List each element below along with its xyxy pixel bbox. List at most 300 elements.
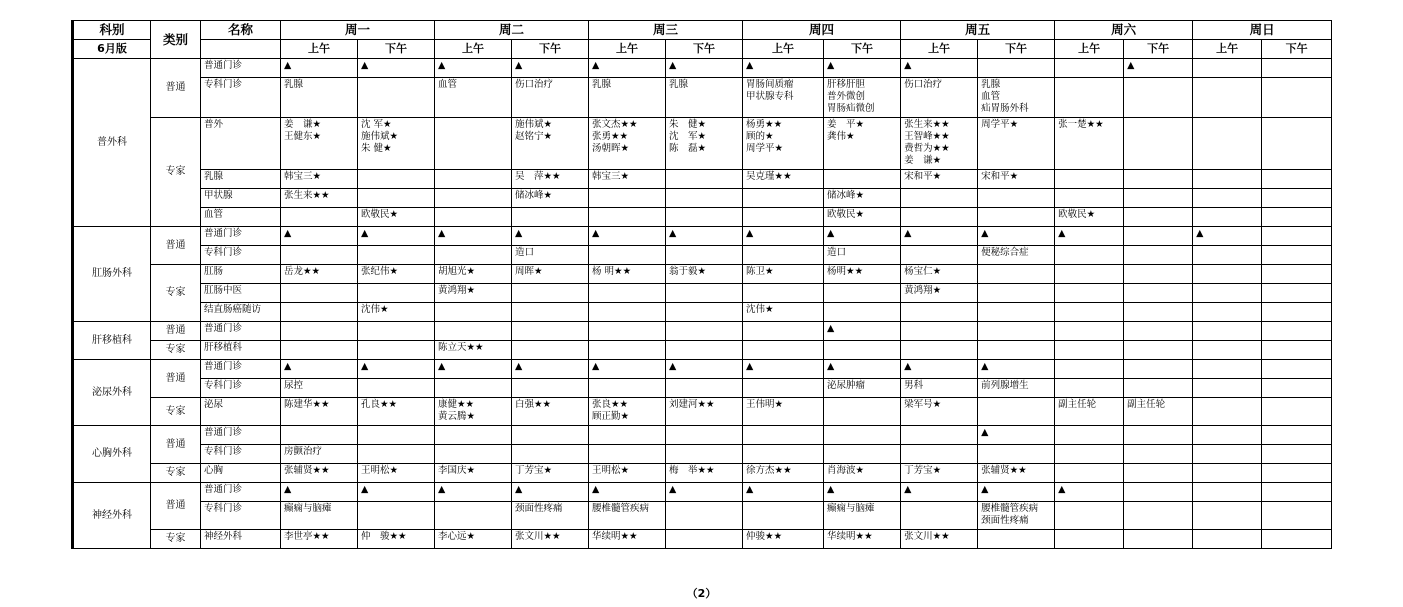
schedule-cell — [978, 322, 1055, 341]
schedule-cell — [281, 303, 358, 322]
schedule-cell — [901, 227, 978, 246]
schedule-cell — [358, 426, 435, 445]
clinic-marker: ▲ — [438, 228, 446, 239]
schedule-cell — [281, 426, 358, 445]
schedule-cell — [435, 265, 512, 284]
schedule-cell — [978, 59, 1055, 78]
schedule-cell — [824, 341, 901, 360]
schedule-cell — [589, 189, 666, 208]
department-name: 肝移植科 — [73, 322, 151, 360]
schedule-cell — [281, 398, 358, 426]
cell-line: 顾正勤★ — [592, 411, 630, 422]
schedule-cell — [512, 303, 589, 322]
cell-line: 张文川★★ — [904, 531, 950, 542]
schedule-cell — [666, 379, 743, 398]
schedule-cell — [901, 341, 978, 360]
schedule-cell — [1055, 379, 1124, 398]
cell-line: 副主任轮 — [1127, 399, 1166, 410]
clinic-marker: ▲ — [904, 60, 912, 71]
cell-line: 腰椎髓管疾病 — [981, 503, 1039, 514]
class-header: 类别 — [151, 21, 201, 59]
schedule-cell — [824, 303, 901, 322]
schedule-cell — [589, 284, 666, 303]
schedule-cell — [978, 445, 1055, 464]
clinic-marker: ▲ — [981, 427, 989, 438]
clinic-marker: ▲ — [515, 228, 523, 239]
schedule-cell — [1055, 78, 1124, 118]
cell-line: 普外微创 — [827, 91, 866, 102]
clinic-name: 肝移植科 — [201, 341, 281, 360]
schedule-cell — [978, 502, 1055, 530]
schedule-cell — [1193, 502, 1262, 530]
schedule-cell — [1262, 426, 1332, 445]
schedule-cell — [358, 118, 435, 170]
schedule-cell — [512, 502, 589, 530]
schedule-cell — [666, 118, 743, 170]
schedule-cell — [1055, 360, 1124, 379]
schedule-row — [73, 227, 1332, 246]
schedule-cell — [281, 464, 358, 483]
header-row — [73, 21, 1332, 40]
schedule-cell — [435, 246, 512, 265]
schedule-cell — [743, 284, 824, 303]
schedule-cell — [743, 464, 824, 483]
schedule-cell — [1193, 265, 1262, 284]
afternoon-header: 下午 — [1124, 40, 1193, 59]
schedule-row — [73, 398, 1332, 426]
schedule-cell — [435, 118, 512, 170]
schedule-cell — [1055, 170, 1124, 189]
cell-line: 沈 军★ — [361, 119, 392, 130]
schedule-cell — [435, 360, 512, 379]
clinic-marker: ▲ — [515, 484, 523, 495]
schedule-cell — [512, 78, 589, 118]
schedule-cell — [743, 303, 824, 322]
cell-line: 张文杰★★ — [592, 119, 638, 130]
schedule-cell — [281, 265, 358, 284]
clinic-marker: ▲ — [981, 361, 989, 372]
schedule-cell — [1124, 284, 1193, 303]
schedule-row — [73, 360, 1332, 379]
schedule-table — [71, 20, 1332, 549]
schedule-cell — [901, 445, 978, 464]
schedule-row — [73, 246, 1332, 265]
schedule-cell — [1124, 189, 1193, 208]
cell-line: 乳腺 — [592, 79, 612, 90]
schedule-cell — [824, 379, 901, 398]
schedule-cell — [1124, 341, 1193, 360]
cell-line: 癫痫与脑瘫 — [284, 503, 332, 514]
schedule-cell — [589, 227, 666, 246]
schedule-cell — [1193, 303, 1262, 322]
schedule-cell — [1262, 360, 1332, 379]
schedule-row — [73, 379, 1332, 398]
schedule-cell — [435, 483, 512, 502]
schedule-cell — [743, 530, 824, 549]
clinic-marker: ▲ — [361, 60, 369, 71]
cell-line: 伤口治疗 — [515, 79, 554, 90]
clinic-name: 普通门诊 — [201, 426, 281, 445]
schedule-cell — [743, 78, 824, 118]
clinic-marker: ▲ — [746, 484, 754, 495]
clinic-marker: ▲ — [438, 361, 446, 372]
morning-header: 上午 — [743, 40, 824, 59]
clinic-marker: ▲ — [904, 484, 912, 495]
schedule-cell — [1055, 59, 1124, 78]
schedule-cell — [1124, 265, 1193, 284]
afternoon-header: 下午 — [666, 40, 743, 59]
schedule-row — [73, 445, 1332, 464]
schedule-cell — [666, 445, 743, 464]
cell-line: 姜 谦★ — [904, 155, 942, 166]
schedule-cell — [589, 445, 666, 464]
schedule-cell — [1262, 483, 1332, 502]
schedule-cell — [666, 530, 743, 549]
clinic-name: 肛肠中医 — [201, 284, 281, 303]
cell-line: 周学平★ — [981, 119, 1019, 130]
cell-line: 杨宝仁★ — [904, 266, 942, 277]
schedule-cell — [1193, 118, 1262, 170]
schedule-cell — [589, 208, 666, 227]
schedule-cell — [281, 445, 358, 464]
cell-line: 梁军号★ — [904, 399, 942, 410]
cell-line: 乳腺 — [284, 79, 304, 90]
schedule-cell — [512, 189, 589, 208]
schedule-cell — [358, 303, 435, 322]
cell-line: 血管 — [438, 79, 458, 90]
morning-header: 上午 — [281, 40, 358, 59]
clinic-name: 普通门诊 — [201, 360, 281, 379]
cell-line: 泌尿肿瘤 — [827, 380, 866, 391]
clinic-marker: ▲ — [669, 60, 677, 71]
schedule-cell — [901, 426, 978, 445]
clinic-name: 专科门诊 — [201, 445, 281, 464]
schedule-cell — [435, 189, 512, 208]
schedule-cell — [512, 227, 589, 246]
schedule-cell — [666, 208, 743, 227]
morning-header: 上午 — [901, 40, 978, 59]
cell-line: 疝胃肠外科 — [981, 103, 1029, 114]
day-header: 周五 — [901, 21, 1055, 40]
schedule-cell — [358, 530, 435, 549]
schedule-cell — [512, 341, 589, 360]
schedule-cell — [901, 118, 978, 170]
schedule-cell — [978, 118, 1055, 170]
schedule-cell — [1262, 530, 1332, 549]
schedule-cell — [901, 246, 978, 265]
schedule-cell — [901, 170, 978, 189]
schedule-cell — [1124, 502, 1193, 530]
schedule-cell — [743, 227, 824, 246]
cell-line: 梅 举★★ — [669, 465, 715, 476]
schedule-cell — [666, 303, 743, 322]
clinic-name: 心胸 — [201, 464, 281, 483]
schedule-cell — [743, 59, 824, 78]
subheader-row — [73, 40, 1332, 59]
schedule-cell — [589, 360, 666, 379]
schedule-cell — [666, 398, 743, 426]
schedule-cell — [978, 208, 1055, 227]
schedule-cell — [358, 227, 435, 246]
schedule-cell — [1193, 170, 1262, 189]
schedule-cell — [435, 445, 512, 464]
page-number: （2） — [686, 587, 717, 600]
schedule-cell — [743, 426, 824, 445]
clinic-name: 专科门诊 — [201, 78, 281, 118]
schedule-cell — [901, 78, 978, 118]
category-name: 普通 — [151, 59, 201, 118]
schedule-cell — [435, 322, 512, 341]
cell-line: 宋和平★ — [904, 171, 942, 182]
schedule-cell — [1055, 265, 1124, 284]
schedule-cell — [512, 379, 589, 398]
schedule-cell — [743, 360, 824, 379]
cell-line: 孔良★★ — [361, 399, 398, 410]
clinic-marker: ▲ — [515, 60, 523, 71]
cell-line: 王明松★ — [592, 465, 630, 476]
schedule-cell — [901, 208, 978, 227]
schedule-cell — [824, 464, 901, 483]
schedule-cell — [743, 265, 824, 284]
schedule-cell — [358, 379, 435, 398]
schedule-cell — [824, 227, 901, 246]
cell-line: 张良★★ — [592, 399, 629, 410]
clinic-marker: ▲ — [827, 361, 835, 372]
cell-line: 乳腺 — [981, 79, 1001, 90]
cell-line: 张辅贤★★ — [284, 465, 330, 476]
schedule-row — [73, 483, 1332, 502]
schedule-cell — [901, 322, 978, 341]
schedule-cell — [358, 360, 435, 379]
schedule-cell — [281, 59, 358, 78]
name-subheader — [201, 40, 281, 59]
schedule-cell — [1124, 530, 1193, 549]
cell-line: 男科 — [904, 380, 924, 391]
clinic-marker: ▲ — [284, 484, 292, 495]
schedule-cell — [281, 322, 358, 341]
schedule-cell — [824, 170, 901, 189]
schedule-cell — [901, 189, 978, 208]
schedule-cell — [589, 502, 666, 530]
category-name: 普通 — [151, 483, 201, 530]
schedule-cell — [358, 445, 435, 464]
schedule-cell — [1124, 426, 1193, 445]
schedule-cell — [1262, 445, 1332, 464]
cell-line: 陈立天★★ — [438, 342, 484, 353]
cell-line: 张生来★★ — [284, 190, 330, 201]
schedule-cell — [666, 170, 743, 189]
schedule-cell — [512, 246, 589, 265]
cell-line: 丁芳宝★ — [904, 465, 942, 476]
cell-line: 吴 萍★★ — [515, 171, 561, 182]
clinic-marker: ▲ — [592, 361, 600, 372]
schedule-cell — [901, 265, 978, 284]
schedule-cell — [512, 59, 589, 78]
schedule-cell — [1055, 398, 1124, 426]
cell-line: 肝移肝胆 — [827, 79, 866, 90]
schedule-cell — [512, 284, 589, 303]
clinic-marker: ▲ — [438, 484, 446, 495]
cell-line: 李世亭★★ — [284, 531, 330, 542]
clinic-name: 泌尿 — [201, 398, 281, 426]
schedule-cell — [666, 284, 743, 303]
schedule-cell — [666, 322, 743, 341]
cell-line: 施伟斌★ — [515, 119, 553, 130]
clinic-marker: ▲ — [827, 484, 835, 495]
schedule-cell — [358, 59, 435, 78]
schedule-cell — [281, 208, 358, 227]
schedule-cell — [1193, 322, 1262, 341]
schedule-cell — [1193, 398, 1262, 426]
schedule-cell — [978, 426, 1055, 445]
schedule-cell — [1262, 170, 1332, 189]
schedule-row — [73, 118, 1332, 170]
schedule-cell — [824, 265, 901, 284]
clinic-name: 普通门诊 — [201, 59, 281, 78]
schedule-cell — [1124, 322, 1193, 341]
cell-line: 施伟斌★ — [361, 131, 399, 142]
schedule-cell — [512, 322, 589, 341]
schedule-cell — [435, 398, 512, 426]
schedule-cell — [1124, 246, 1193, 265]
category-name: 专家 — [151, 464, 201, 483]
clinic-name: 结直肠癌随访 — [201, 303, 281, 322]
schedule-row — [73, 78, 1332, 118]
clinic-marker: ▲ — [746, 361, 754, 372]
schedule-cell — [589, 322, 666, 341]
schedule-cell — [824, 246, 901, 265]
schedule-cell — [824, 445, 901, 464]
cell-line: 颈面性疼痛 — [981, 515, 1029, 526]
schedule-cell — [512, 360, 589, 379]
schedule-cell — [435, 284, 512, 303]
schedule-cell — [666, 360, 743, 379]
cell-line: 癫痫与脑瘫 — [827, 503, 875, 514]
schedule-cell — [978, 170, 1055, 189]
clinic-name: 专科门诊 — [201, 246, 281, 265]
cell-line: 韩宝三★ — [592, 171, 630, 182]
schedule-cell — [1193, 426, 1262, 445]
clinic-marker: ▲ — [284, 60, 292, 71]
cell-line: 张文川★★ — [515, 531, 561, 542]
schedule-row — [73, 464, 1332, 483]
schedule-cell — [358, 464, 435, 483]
schedule-cell — [435, 502, 512, 530]
schedule-row — [73, 341, 1332, 360]
clinic-name: 血管 — [201, 208, 281, 227]
schedule-cell — [281, 189, 358, 208]
cell-line: 翁于毅★ — [669, 266, 707, 277]
cell-line: 肖海波★ — [827, 465, 865, 476]
cell-line: 伤口治疗 — [904, 79, 943, 90]
schedule-cell — [1124, 118, 1193, 170]
clinic-marker: ▲ — [284, 228, 292, 239]
schedule-cell — [1055, 530, 1124, 549]
clinic-marker: ▲ — [592, 228, 600, 239]
schedule-cell — [1262, 265, 1332, 284]
afternoon-header: 下午 — [512, 40, 589, 59]
cell-line: 张生来★★ — [904, 119, 950, 130]
schedule-cell — [1055, 118, 1124, 170]
cell-line: 汤朝晖★ — [592, 143, 630, 154]
day-header: 周二 — [435, 21, 589, 40]
schedule-cell — [1193, 341, 1262, 360]
clinic-marker: ▲ — [904, 361, 912, 372]
cell-line: 造口 — [827, 247, 847, 258]
schedule-cell — [1124, 379, 1193, 398]
schedule-cell — [358, 483, 435, 502]
schedule-cell — [978, 265, 1055, 284]
schedule-cell — [1193, 227, 1262, 246]
schedule-cell — [743, 246, 824, 265]
schedule-cell — [589, 398, 666, 426]
schedule-cell — [512, 170, 589, 189]
cell-line: 欧敬民★ — [1058, 209, 1096, 220]
schedule-cell — [1262, 246, 1332, 265]
clinic-name: 神经外科 — [201, 530, 281, 549]
cell-line: 颈面性疼痛 — [515, 503, 563, 514]
schedule-cell — [589, 530, 666, 549]
clinic-name: 专科门诊 — [201, 502, 281, 530]
cell-line: 龚伟★ — [827, 131, 855, 142]
schedule-cell — [978, 398, 1055, 426]
cell-line: 便秘综合症 — [981, 247, 1029, 258]
schedule-cell — [281, 502, 358, 530]
cell-line: 沈伟★ — [746, 304, 774, 315]
cell-line: 欧敬民★ — [827, 209, 865, 220]
category-name: 专家 — [151, 265, 201, 322]
schedule-cell — [589, 464, 666, 483]
cell-line: 周学平★ — [746, 143, 784, 154]
clinic-marker: ▲ — [827, 228, 835, 239]
schedule-cell — [281, 284, 358, 303]
schedule-cell — [281, 78, 358, 118]
schedule-cell — [824, 426, 901, 445]
cell-line: 陈卫★ — [746, 266, 774, 277]
schedule-row — [73, 530, 1332, 549]
schedule-cell — [589, 341, 666, 360]
schedule-cell — [281, 360, 358, 379]
cell-line: 胃肠疝微创 — [827, 103, 875, 114]
schedule-cell — [978, 78, 1055, 118]
schedule-cell — [589, 483, 666, 502]
schedule-cell — [1124, 303, 1193, 322]
day-header: 周三 — [589, 21, 743, 40]
schedule-cell — [978, 341, 1055, 360]
schedule-cell — [1055, 189, 1124, 208]
cell-line: 乳腺 — [669, 79, 689, 90]
schedule-cell — [1055, 483, 1124, 502]
cell-line: 储冰峰★ — [827, 190, 865, 201]
clinic-name: 肛肠 — [201, 265, 281, 284]
cell-line: 张辅贤★★ — [981, 465, 1027, 476]
schedule-cell — [743, 398, 824, 426]
cell-line: 周晖★ — [515, 266, 543, 277]
schedule-cell — [824, 502, 901, 530]
schedule-cell — [1262, 189, 1332, 208]
cell-line: 王明松★ — [361, 465, 399, 476]
cell-line: 王智峰★★ — [904, 131, 950, 142]
clinic-name: 普通门诊 — [201, 322, 281, 341]
schedule-cell — [512, 464, 589, 483]
schedule-cell — [358, 398, 435, 426]
schedule-cell — [435, 170, 512, 189]
schedule-cell — [666, 189, 743, 208]
schedule-cell — [1124, 227, 1193, 246]
schedule-cell — [1055, 246, 1124, 265]
schedule-row — [73, 502, 1332, 530]
cell-line: 顾的★ — [746, 131, 774, 142]
